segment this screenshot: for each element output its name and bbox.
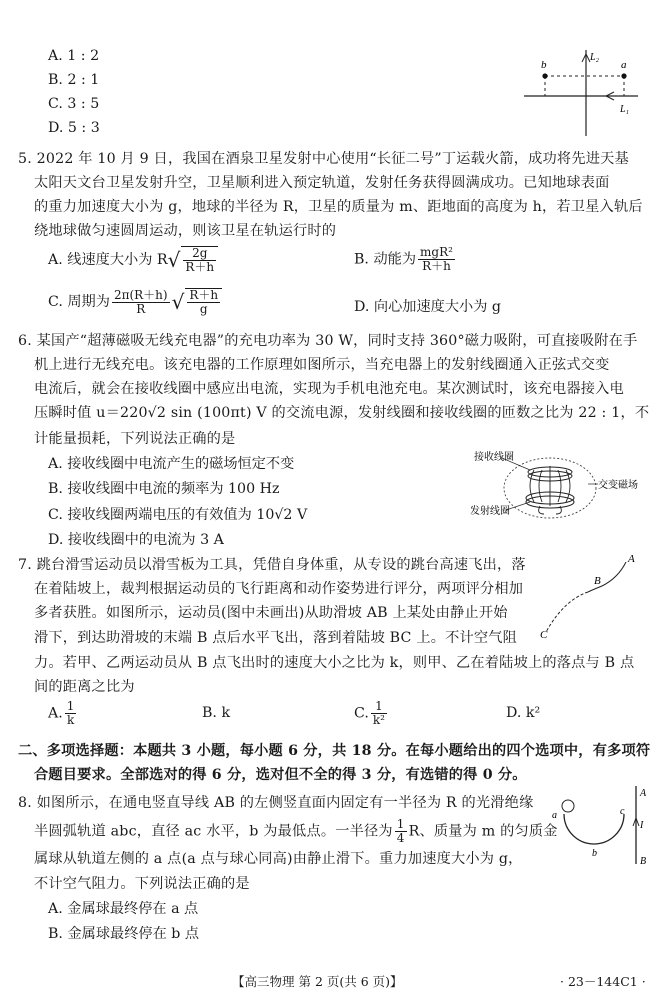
section2-line-2: 合题目要求。全部选对的得 6 分，选对但不全的得 3 分，有选错的得 0 分。 <box>34 767 527 783</box>
q8-option-a: A. 金属球最终停在 a 点 <box>48 901 199 917</box>
q6-line-2: 机上进行无线充电。该充电器的工作原理如图所示，当充电器上的发射线圈通入正弦式交变 <box>34 357 610 373</box>
q6-option-b: B. 接收线圈中电流的频率为 100 Hz <box>48 481 280 497</box>
q7-option-c: C. $\frac{1}{\text{k²}}$ <box>354 699 385 727</box>
q4-figure <box>520 48 640 138</box>
page-code: · 23－144C1 · <box>560 974 646 989</box>
q8-line-4: 不计空气阻力。下列说法正确的是 <box>34 876 250 892</box>
q7-ski-figure <box>540 552 640 642</box>
q7-option-b: B. k <box>202 705 231 721</box>
q8-label-top: A <box>640 788 647 799</box>
q8-label-bottom: B <box>640 856 647 867</box>
q4-option-c: C. 3 : 5 <box>48 96 100 112</box>
q8-line-2: 半圆弧轨道 abc，直径 ac 水平，b 为最低点。一半径为 $\frac{1}{4}$ R、质量为 m 的匀质金 <box>34 817 558 845</box>
q8-track-figure <box>548 784 648 868</box>
page-footer: 【高三物理 第 2 页(共 6 页)】 <box>232 974 403 989</box>
q7-option-d: D. k² <box>506 705 541 721</box>
q4-label-l2: L₂ <box>590 52 600 63</box>
q6-label-field: 交变磁场 <box>598 480 638 491</box>
q5-option-c: C. 周期为 $\frac{2\pi(R+h)}{R}$ √ $\frac{R+h}{g}$ <box>48 288 222 316</box>
q5-option-b: B. 动能为 $\frac{\text{mgR²}}{R+h}$ <box>354 245 453 273</box>
q4-label-b: b <box>541 59 547 71</box>
q5-line-4: 绕地球做匀速圆周运动，则该卫星在轨运行时的 <box>34 223 337 239</box>
q6-option-d: D. 接收线圈中的电流为 3 A <box>48 532 224 548</box>
q7-line-1: 7. 跳台滑雪运动员以滑雪板为工具，凭借自身体重，从专设的跳台高速飞出，落 <box>18 557 526 573</box>
q6-option-a: A. 接收线圈中电流产生的磁场恒定不变 <box>48 456 295 472</box>
q5-line-1: 5. 2022 年 10 月 9 日，我国在酒泉卫星发射中心使用“长征二号”丁运载火箭，成功将先进天基 <box>18 151 629 167</box>
q7-label-b: B <box>594 575 601 587</box>
q6-line-5: 计能量损耗，下列说法正确的是 <box>34 431 236 447</box>
q7-line-5: 力。若甲、乙两运动员从 B 点飞出时的速度大小之比为 k，则甲、乙在着陆坡上的落点与 B 点 <box>34 655 635 671</box>
q7-line-6: 间的距离之比为 <box>34 679 135 695</box>
q8-label-current: I <box>640 820 644 831</box>
q4-label-l1: L₁ <box>620 104 630 115</box>
q8-line-1: 8. 如图所示，在通电竖直导线 AB 的左侧竖直面内固定有一半径为 R 的光滑绝缘 <box>18 795 534 811</box>
q5-line-3: 的重力加速度大小为 g，地球的半径为 R，卫星的质量为 m、距地面的高度为 h，若卫星入轨后 <box>34 199 643 215</box>
q8-label-c: c <box>620 806 625 817</box>
q4-option-d: D. 5 : 3 <box>48 120 100 136</box>
q6-option-c: C. 接收线圈两端电压的有效值为 10√2 V <box>48 507 308 523</box>
q7-label-c: C <box>540 629 548 641</box>
q7-option-a: A. $\frac{1}{k}$ <box>48 699 75 727</box>
q6-line-3: 电流后，就会在接收线圈中感应出电流，实现为手机电池充电。某次测试时，该充电器接入电 <box>34 381 624 397</box>
q5-option-d: D. 向心加速度大小为 g <box>354 299 501 315</box>
q8-label-a: a <box>552 810 557 821</box>
q5-option-a: A. 线速度大小为 R√ $\frac{2g}{R+h}$ <box>48 246 218 274</box>
q4-label-a: a <box>621 59 627 71</box>
q6-label-transmit: 发射线圈 <box>470 506 510 517</box>
q4-option-b: B. 2 : 1 <box>48 72 100 88</box>
q8-label-b: b <box>592 848 597 859</box>
q7-label-a: A <box>628 553 635 565</box>
q8-option-b: B. 金属球最终停在 b 点 <box>48 926 200 942</box>
q6-line-4: 压瞬时值 u＝220√2 sin (100πt) V 的交流电源，发射线圈和接收线圈的匝数之比为 22 : 1，不 <box>34 405 650 421</box>
q5-line-2: 太阳天文台卫星发射升空，卫星顺利进入预定轨道，发射任务获得圆满成功。已知地球表面 <box>34 175 610 191</box>
q6-line-1: 6. 某国产“超薄磁吸无线充电器”的充电功率为 30 W，同时支持 360°磁力吸附，可直接吸附在手 <box>18 333 638 349</box>
q4-option-a: A. 1 : 2 <box>48 48 100 64</box>
q7-line-2: 在着陆坡上，裁判根据运动员的飞行距离和动作姿势进行评分，两项评分相加 <box>34 581 524 597</box>
q7-line-3: 多者获胜。如图所示，运动员(图中未画出)从助滑坡 AB 上某处由静止开始 <box>34 605 508 621</box>
q6-label-receive: 接收线圈 <box>474 452 514 463</box>
q8-line-3: 属球从轨道左侧的 a 点(a 点与球心同高)由静止滑下。重力加速度大小为 g， <box>34 851 523 867</box>
q6-charger-figure <box>470 448 650 528</box>
section2-line-1: 二、多项选择题：本题共 3 小题，每小题 6 分，共 18 分。在每小题给出的四个选项中，有多项符 <box>18 743 651 759</box>
q7-line-4: 滑下，到达助滑坡的末端 B 点后水平飞出，落到着陆坡 BC 上。不计空气阻 <box>34 630 518 646</box>
